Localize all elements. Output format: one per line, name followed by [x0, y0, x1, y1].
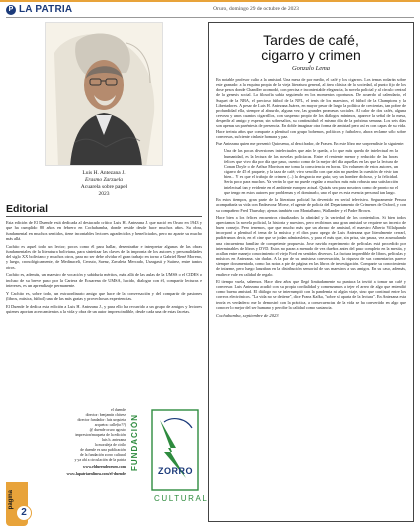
credit-line: luis h. antezana: [101, 438, 126, 442]
article-paragraph: El tiempo vuela, sabemos. Hace diez años que llegó limitadamente su puntaca la invitó a tomar un café y conversar. Luis Antezana acudió con su propia cordialidad y comenzamos a tejer el arreo de algo que entendió como buena amistad. El diálogo no se interrumpió con la pandemia ni algún viaje, sino que continuó entre los correos electrónicos. "La vida no se detiene", dice Franz Kafka, "sobre sí aparta de la lectura". En Antezana esta teoría es verdadera: me lo demostró con la práctica, a consecuencias de la vida se ha convertido en algo que conocer lo mejor del ser humano y percibe la calidad como sustancia.: [216, 278, 406, 310]
editorial-paragraph: Cachito es aquel todo un lector; pocos como él para hallar, desentrañar e interpretar algunas de las obras fundamentales de la literatura boliviana, para sintetizar las claves de la impronta de los autores y personalidades del siglo XX boliviano y muchos otros, para no ser debe olvidar el gran trabajo en torno a Gabriel René Moreno, y luego, cronológicamente, de Medinaceli, Cerruto, Saenz, Zavaleta Mercado, Urzagasti y Suárez, entre tantos otros.: [6, 243, 202, 270]
editorial-paragraph: Cachito es, además, un maestro de vocación y sabiduría méritos, más allá de las aulas de la UMSS o el CIDES o incluso de su breve paso por la Cartera de Ecuarena de UMSA, lucido, dialogar con él, compartir lecturas e intereses, es un aprendizaje permanente.: [6, 272, 202, 289]
page-label: página: [8, 490, 14, 510]
header-divider: [6, 17, 414, 18]
article-signoff: Cochabamba, septiembre de 2023: [216, 312, 279, 318]
credit-line: impresion/maqueta de la edición: [75, 433, 126, 437]
editorial-paragraph: Esta edición de El Duende está dedicada al destacado crítico Luis H. Antezana J. que nació en Oruro en 1943 y que ha cumplido 80 años en febrero en Cochabamba, donde reside desde hace muchos años. Su obra, fundamental en muchos sentidos, tiene incontables lectores agradecidos y beneficiados, pero no aparte su mucho más allá.: [6, 220, 202, 241]
credit-line: y ya ahí a circulación de la patria: [74, 458, 126, 462]
page-number: 2: [16, 505, 32, 521]
article-body: [216, 77, 406, 310]
website-link[interactable]: www.lapatriaenlinea.com/el-duende: [66, 472, 126, 476]
foundation-logo: [128, 408, 209, 508]
article-title-line: Tardes de café,: [263, 32, 359, 48]
foundation-word-zorro: ZORRO: [158, 466, 193, 476]
editorial-body: [6, 220, 202, 314]
portrait-caption: [6, 170, 202, 198]
caption-artist: Erasmo Zarzuela: [84, 177, 124, 183]
newspaper-logo: LA PATRIA: [19, 4, 73, 15]
article-title-line: cigarro y crimen: [261, 47, 361, 63]
dateline: Oruro, domingo 29 de octubre de 2023: [213, 6, 299, 12]
left-column: [6, 22, 202, 317]
article-paragraph: Fue Antezana quien me presentó Quiosema, al descifrador, de Frasen. En este libro me sorprendiste lo siguiente:: [216, 141, 405, 147]
credit-line: arquetra: calle(to??): [94, 423, 126, 427]
credits-block: [28, 408, 126, 477]
masthead: [6, 4, 72, 15]
article-paragraph: En notable profesor culto a la amistad. Una mesa de por medio, el café y los cigarros. Los temas rodarán sobre este granado: a la esquina propia de la vieja literatura general, al área clásica de la sociedad, al punto fijo de los dose pesos donde Chandler acomodó, con precisa e incontestable elegancia, la novela policial y al círculo central de la genesis social. La filosofía sabía seguiendo en los momentos oportunos. De acuerdo al calendario, el Suquet de la NBA, el precioso fútbol de la NFL, el tenis de los maestros, el fútbol de la Champions y la Libertadores. A pesar de Luis H. Antezana Juárez, en mayor pesar de largo la política de crecientas, tan pobre de profundidad ella, siempre al absurdo, alguna vez, las grandes promesas sociales. Al calor de dos cafés, alguna cerveza y unos cuantos cigarrillos, con suspenso propio de los diálogos mínimos, aparece la señal de la mesa, despedir al amigo y esperar, sin sobresaltos, su continuidad: el mismo día de la próxima semana. Los seis días son apenas un paréntesis de presencia. En doble imaginar otra forma de amistad pero así es con capas de su vida. Hace treinta años que comparte a plenitud con grupo bohemos, políticos y futbolero, ahora reclame sólo sobre conversas, sufciente cinlaste homara y paz.: [216, 77, 406, 139]
article-author: Gonzalo Lema: [291, 65, 331, 72]
credit-line: la moraleja de cirilo: [94, 443, 126, 447]
credit-line: @ duende oruro agosto: [89, 428, 126, 432]
credit-line: de la fundación zorro cultural: [79, 453, 126, 457]
newspaper-logo-icon: P: [6, 5, 16, 15]
editorial-paragraph: Y Cachito es, sobre todo, un extraordinario amigo que hace de la conversación y del compartir de pasiones (libros, música, fútbol) una de las más gratas y provechosas experiencias.: [6, 290, 202, 302]
portrait-illustration-icon: [46, 23, 163, 166]
credit-line: el duende: [110, 408, 126, 412]
top-accent-rule: [0, 0, 420, 2]
editorial-title: Editorial: [6, 203, 202, 217]
credit-line: director fundador: luis urquieta: [77, 418, 126, 422]
caption-technique: Acuarela sobre papel: [80, 184, 128, 190]
credit-line: de duende es una publicación: [80, 448, 126, 452]
portrait-watercolor: [45, 22, 163, 166]
article-quote: Una de las pocas diversiones intelectuales que aún le queda, a lo que más queda de intelectual en la humanidad, es la lectura de las novelas policíacas. Entre el reniente menor y reducido de las horas felices que vivo día por día que paso, cuento como de la mejor del día aquellas en las que la lectura de Conan Doyle o de Arthur Morrison me toma la consciencia en horas. Un volumen de estos autores, un cigarro de 45 el paquete, y la taza de café; vivo sencillo con que aún no pueden la cuestión de vivir tan bien... Y es que el trabajo de crimen (...) la desgracia me guía; soy un hombre dichoso, y la felicidad. Sería poco para muchos. Ya verán lo que no puede regalar a muchos más más robusta una satisfacción intelectual tan y evidente en el ambiente europeo actual. Quizás sea para nosotros como de pronto no el que tengo en estos autores por problemas y el dominarlo, uno el que es esta esencia personal tan largo.: [224, 148, 398, 195]
article-paragraph: Hace bien a los felices encuentros ritualizados la afinidad y la variedad de los contertulios. Si bien todos apreciamos la novela policial, la historia y nuestros, pero recibimos una gran amistad se requiere un incesto de buen consejo. Pero tenemos, que que mucho más que un abraso de amistad, el maestro Alberto Villalpando incorporó a plenitud el tema de la música y el dios puro apego de Luis Antezana que literalmente cerrarl, pudiéramos decir, en el cine que se jodan admirasletos, y para el más que, sin prisa, sin pausa, vez acumulando una cincuentena familiar de competente propuesta. Jose navida experimento de películas está procedido por interminables de libros y DVD. Estos no paran a menudo de vez dueños antes del paso completo en la mesita, y acallan entre manejo conocimiento el viejo Ford en sentidos diversos. La factura impredible de libros, películas y músicos en Antezana. sin dudas. A la par de su amistosa conversación, la riqueza de sus comentarios parece siempre documentada, como las notas a pie de página en las libros de investigación. Comparte su conocimiento de intarme, pero luego lanzaban en la distribución sensorial de sus maestros a sus amigos. En su caso, además, enaltece vale en calidad de regalo.: [216, 214, 406, 277]
article-box: [208, 22, 414, 522]
credit-line: director: benjamín chávez: [85, 413, 126, 417]
caption-year: 2023: [98, 191, 110, 197]
article-paragraph: En estos tiempos, gran parte de la literatura policial ha devenido en serial televisiva. Seguramente Pessoa acompañaría su vida con Endeavour Morse, el agente de policía del Departamento de Crímenes de Oxford, y con su compañero Fred Thursday; ajenas también con Montalbano, Wallander y el Padre Brown.: [216, 197, 406, 213]
article-title: [216, 33, 406, 63]
foundation-word-cultural: CULTURAL: [154, 494, 209, 503]
caption-subject: Luis H. Antezana J.: [82, 170, 126, 176]
website-link[interactable]: www.eldueendeoruro.com: [82, 465, 126, 469]
foundation-word-fundacion: FUNDACIÓN: [130, 414, 139, 471]
editorial-paragraph: El Duende le dedica esta edición a Luis H. Antezana J., y para ello ha recurrido a un grupo de amigos y lectores quienes aportan acercamientos a la vida y obra de un autor imprescindible, desde cada una de estas facetas.: [6, 303, 202, 315]
